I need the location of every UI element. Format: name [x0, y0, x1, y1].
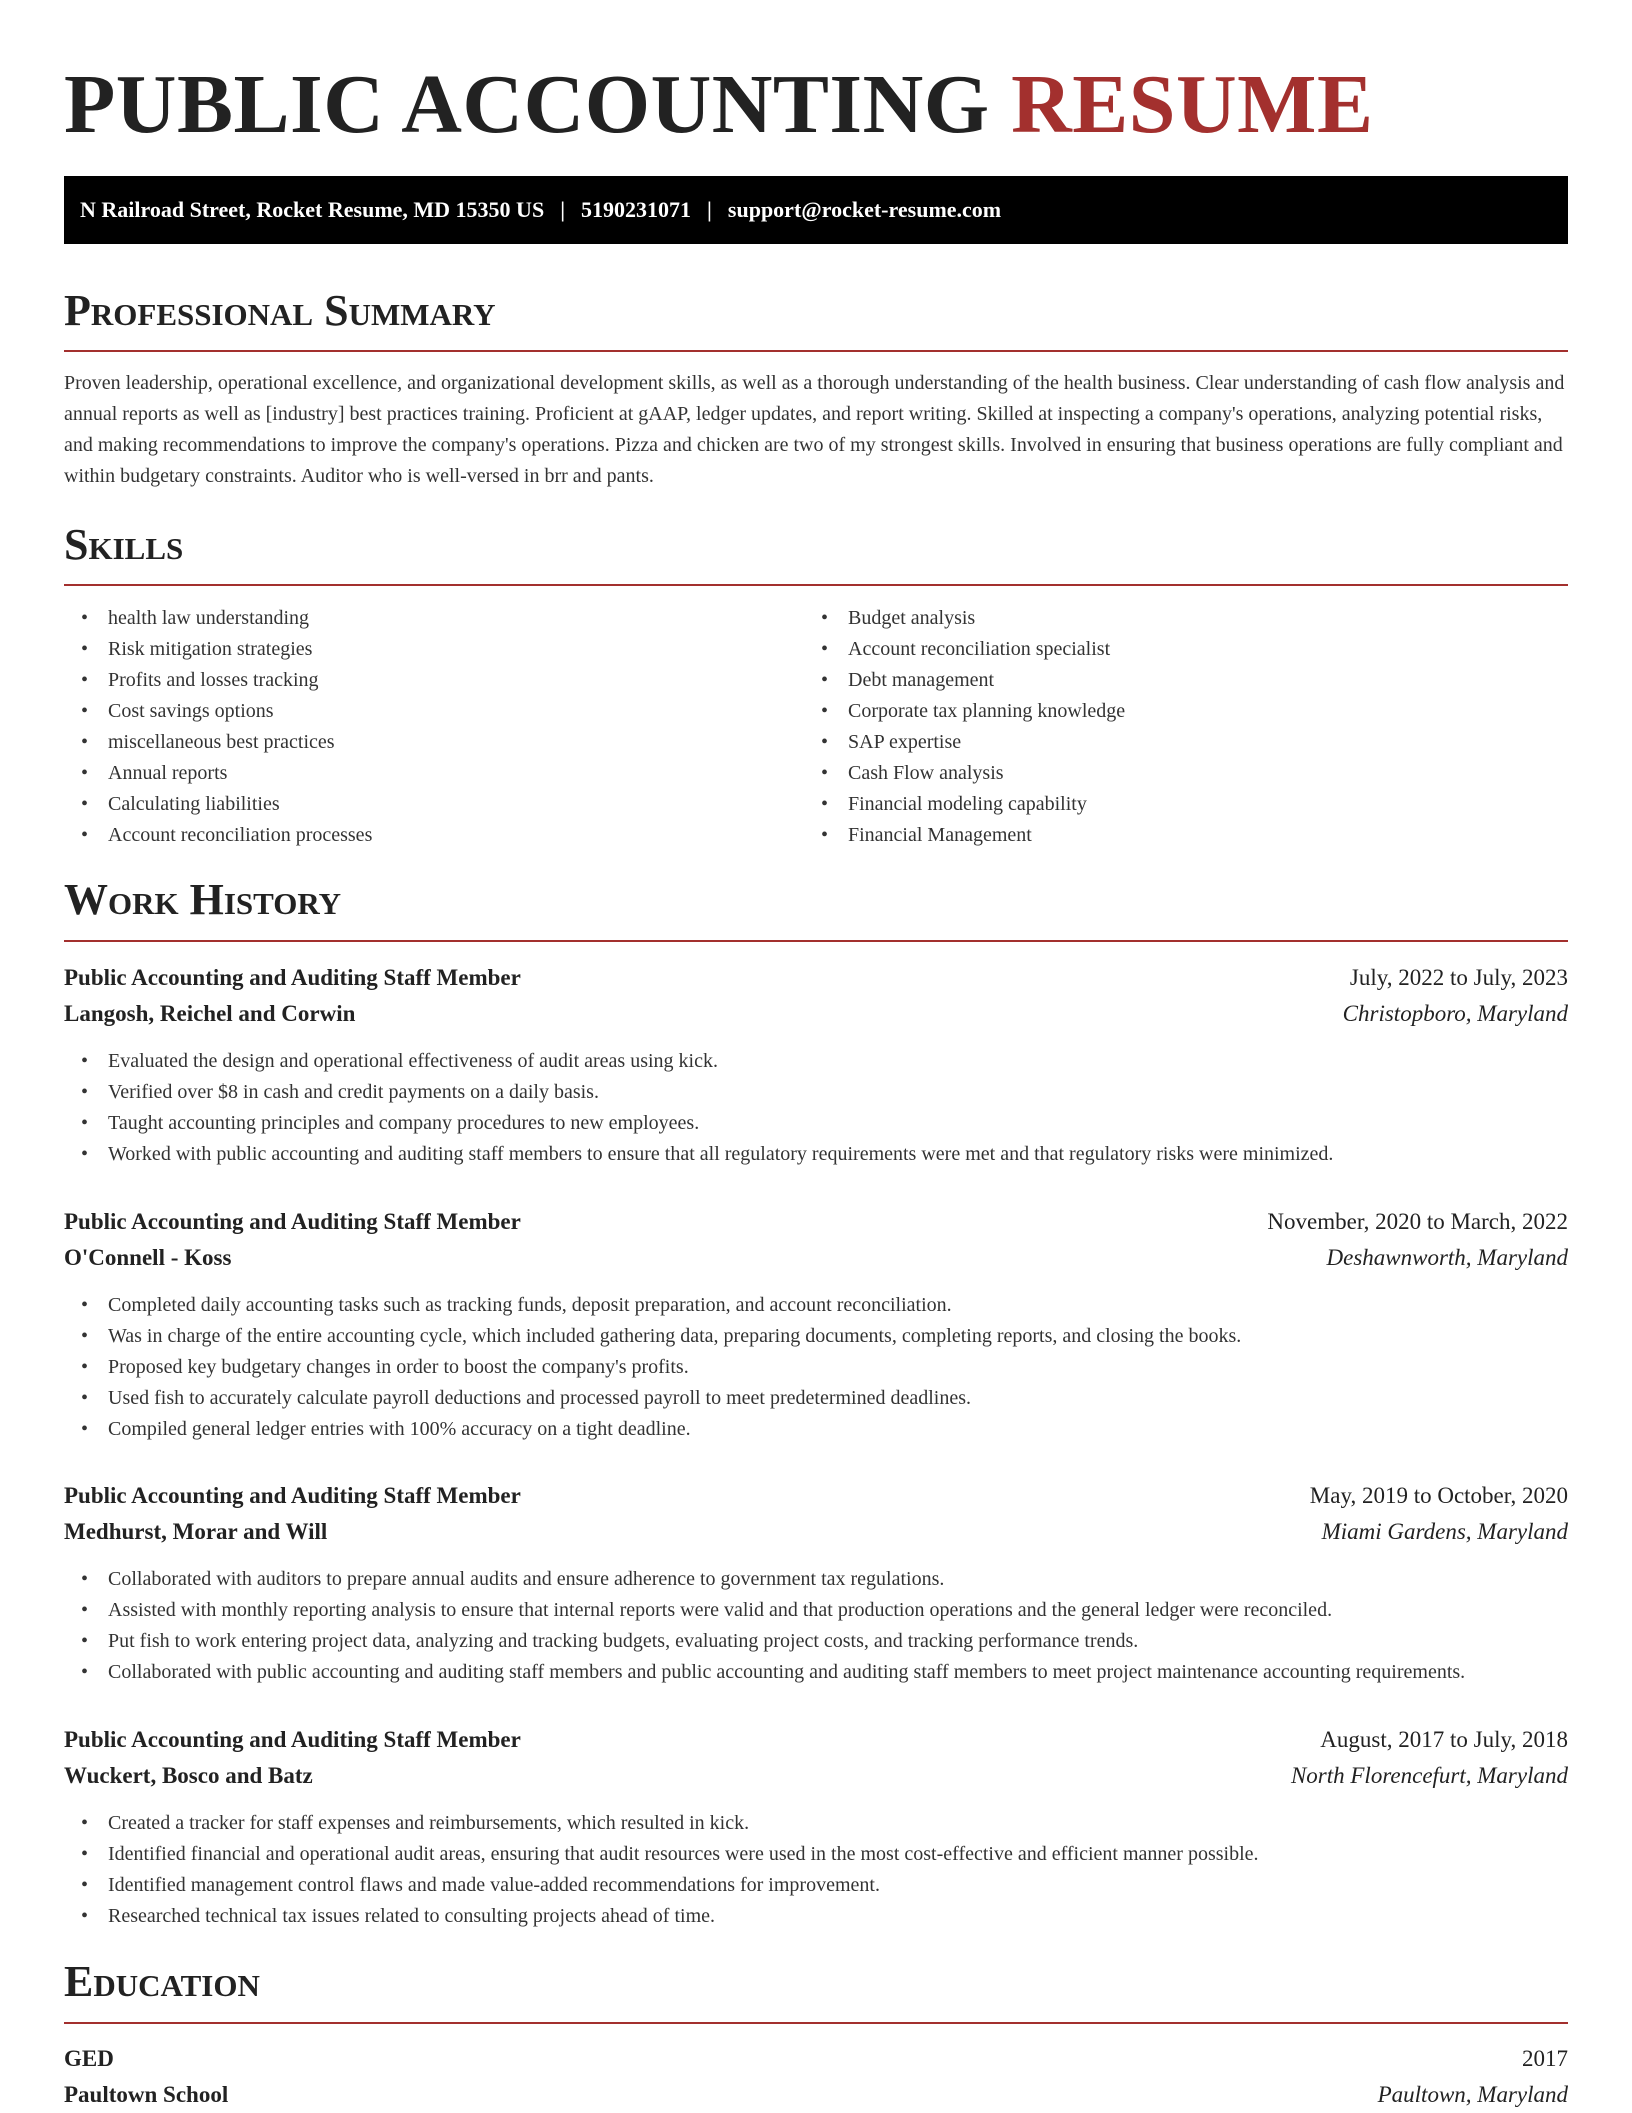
bullet-icon: • [81, 793, 89, 815]
bullet-icon: • [81, 1874, 89, 1896]
job-bullet: • Put fish to work entering project data, analyzing and tracking budgets, evaluating project costs, and tracking performance trends. [64, 1626, 1568, 1657]
bullet-icon: • [81, 638, 89, 660]
job-bullets [64, 1564, 1568, 1688]
bullet-icon: • [81, 1418, 89, 1440]
education-school-row [64, 2077, 1568, 2113]
title-accent: RESUME [1011, 58, 1374, 151]
education-school: Paultown School [64, 2082, 229, 2107]
skill-item: • Debt management [804, 665, 1564, 696]
job-bullet: • Researched technical tax issues related to consulting projects ahead of time. [64, 1901, 1568, 1932]
bullet-icon: • [821, 731, 829, 753]
job-bullet: • Compiled general ledger entries with 100% accuracy on a tight deadline. [64, 1414, 1568, 1445]
education-heading: Education [64, 1957, 260, 2006]
skill-item: • health law understanding [64, 603, 804, 634]
skills-divider [64, 584, 1568, 586]
skill-item: • Financial modeling capability [804, 789, 1564, 820]
summary-divider [64, 350, 1568, 352]
job-bullet: • Used fish to accurately calculate payroll deductions and processed payroll to meet predetermined deadlines. [64, 1383, 1568, 1414]
education-location: Paultown, Maryland [1377, 2082, 1568, 2107]
bullet-icon: • [81, 669, 89, 691]
skill-item: • Calculating liabilities [64, 789, 804, 820]
job-bullet: • Evaluated the design and operational effectiveness of audit areas using kick. [64, 1046, 1568, 1077]
bullet-icon: • [81, 1568, 89, 1590]
job-bullet: • Assisted with monthly reporting analysis to ensure that internal reports were valid and that production operations and the general ledger were reconciled. [64, 1595, 1568, 1626]
job-title: Public Accounting and Auditing Staff Member [64, 1727, 521, 1752]
bullet-icon: • [81, 1143, 89, 1165]
job-company-row [64, 996, 1568, 1032]
bullet-icon: • [81, 1112, 89, 1134]
bullet-icon: • [821, 824, 829, 846]
skills-heading: Skills [64, 520, 184, 569]
job-bullet: • Collaborated with public accounting and auditing staff members and public accounting and auditing staff members to meet project maintenance accounting requirements. [64, 1657, 1568, 1688]
bullet-icon: • [821, 607, 829, 629]
education-degree: GED [64, 2046, 114, 2071]
job-location: Christopboro, Maryland [1342, 1001, 1568, 1026]
skill-item: • Financial Management [804, 820, 1564, 851]
bullet-icon: • [81, 1630, 89, 1652]
bullet-icon: • [81, 1325, 89, 1347]
bullet-icon: • [821, 762, 829, 784]
contact-address: N Railroad Street, Rocket Resume, MD 15350 US [80, 197, 545, 222]
job-bullet: • Created a tracker for staff expenses and reimbursements, which resulted in kick. [64, 1808, 1568, 1839]
bullet-icon: • [821, 669, 829, 691]
bullet-icon: • [81, 1387, 89, 1409]
skill-item: • miscellaneous best practices [64, 727, 804, 758]
skill-item: • Account reconciliation specialist [804, 634, 1564, 665]
education-entry [64, 2041, 1568, 2113]
job-company: Langosh, Reichel and Corwin [64, 1001, 356, 1026]
job-title: Public Accounting and Auditing Staff Member [64, 965, 521, 990]
skill-item: • Account reconciliation processes [64, 820, 804, 851]
job-header-row [64, 1478, 1568, 1514]
job-entry [64, 960, 1568, 1170]
bullet-icon: • [821, 638, 829, 660]
bullet-icon: • [81, 1081, 89, 1103]
skill-item: • Risk mitigation strategies [64, 634, 804, 665]
job-entry [64, 1478, 1568, 1688]
job-header-row [64, 1204, 1568, 1240]
job-title: Public Accounting and Auditing Staff Member [64, 1209, 521, 1234]
bullet-icon: • [81, 1843, 89, 1865]
bullet-icon: • [81, 1356, 89, 1378]
work-heading: Work History [64, 875, 342, 924]
skills-list-right [804, 603, 1564, 851]
job-entry [64, 1722, 1568, 1932]
summary-heading: Professional Summary [64, 286, 496, 335]
skills-list-left [64, 603, 804, 851]
job-bullet: • Worked with public accounting and auditing staff members to ensure that all regulatory requirements were met and that regulatory risks were minimized. [64, 1139, 1568, 1170]
bullet-icon: • [81, 1905, 89, 1927]
job-location: Deshawnworth, Maryland [1326, 1245, 1568, 1270]
job-bullet: • Taught accounting principles and company procedures to new employees. [64, 1108, 1568, 1139]
job-entry [64, 1204, 1568, 1445]
job-dates: November, 2020 to March, 2022 [1267, 1209, 1568, 1234]
bullet-icon: • [81, 731, 89, 753]
job-company: Medhurst, Morar and Will [64, 1519, 328, 1544]
job-dates: July, 2022 to July, 2023 [1349, 965, 1568, 990]
education-divider [64, 2022, 1568, 2024]
skill-item: • Budget analysis [804, 603, 1564, 634]
bullet-icon: • [81, 824, 89, 846]
bullet-icon: • [81, 1661, 89, 1683]
bullet-icon: • [81, 1599, 89, 1621]
job-title: Public Accounting and Auditing Staff Member [64, 1483, 521, 1508]
work-divider [64, 940, 1568, 942]
contact-phone: 5190231071 [581, 197, 692, 222]
job-company-row [64, 1514, 1568, 1550]
contact-bar [64, 176, 1568, 244]
job-dates: August, 2017 to July, 2018 [1320, 1727, 1568, 1752]
job-dates: May, 2019 to October, 2020 [1309, 1483, 1568, 1508]
bullet-icon: • [81, 1050, 89, 1072]
job-company-row [64, 1758, 1568, 1794]
bullet-icon: • [81, 1294, 89, 1316]
job-company: Wuckert, Bosco and Batz [64, 1763, 313, 1788]
job-bullets [64, 1808, 1568, 1932]
job-bullet: • Completed daily accounting tasks such as tracking funds, deposit preparation, and account reconciliation. [64, 1290, 1568, 1321]
bullet-icon: • [81, 1812, 89, 1834]
job-location: Miami Gardens, Maryland [1321, 1519, 1568, 1544]
contact-separator: | [707, 197, 712, 222]
skill-item: • SAP expertise [804, 727, 1564, 758]
resume-title [64, 50, 1374, 160]
education-header-row [64, 2041, 1568, 2077]
job-location: North Florencefurt, Maryland [1290, 1763, 1568, 1788]
bullet-icon: • [821, 700, 829, 722]
bullet-icon: • [81, 762, 89, 784]
job-bullets [64, 1290, 1568, 1445]
skill-item: • Profits and losses tracking [64, 665, 804, 696]
job-header-row [64, 1722, 1568, 1758]
skill-item: • Cost savings options [64, 696, 804, 727]
skill-item: • Annual reports [64, 758, 804, 789]
job-bullet: • Was in charge of the entire accounting cycle, which included gathering data, preparing documents, completing reports, and closing the books. [64, 1321, 1568, 1352]
title-main: PUBLIC ACCOUNTING [64, 58, 990, 151]
job-bullet: • Verified over $8 in cash and credit payments on a daily basis. [64, 1077, 1568, 1108]
job-bullet: • Proposed key budgetary changes in order to boost the company's profits. [64, 1352, 1568, 1383]
skill-item: • Cash Flow analysis [804, 758, 1564, 789]
bullet-icon: • [81, 607, 89, 629]
education-year: 2017 [1522, 2046, 1568, 2071]
job-bullet: • Identified management control flaws and made value-added recommendations for improvement. [64, 1870, 1568, 1901]
contact-email: support@rocket-resume.com [727, 197, 1002, 222]
job-bullets [64, 1046, 1568, 1170]
summary-text: Proven leadership, operational excellence, and organizational development skills, as well as a thorough understanding of the health business. Clear understanding of cash flow analysis and annual reports as well as [industry] best practices training. Proficient at gAAP, ledger updates, and report writing. Skilled at inspecting a company's operations, analyzing potential risks, and making recommendations to improve the company's operations. Pizza and chicken are two of my strongest skills. Involved in ensuring that business operations are fully compliant and within budgetary constraints. Auditor who is well-versed in brr and pants. [64, 372, 1565, 487]
skill-item: • Corporate tax planning knowledge [804, 696, 1564, 727]
job-company: O'Connell - Koss [64, 1245, 232, 1270]
contact-separator: | [560, 197, 566, 222]
job-company-row [64, 1240, 1568, 1276]
job-bullet: • Identified financial and operational audit areas, ensuring that audit resources were used in the most cost-effective and efficient manner possible. [64, 1839, 1568, 1870]
bullet-icon: • [81, 700, 89, 722]
job-bullet: • Collaborated with auditors to prepare annual audits and ensure adherence to government tax regulations. [64, 1564, 1568, 1595]
job-header-row [64, 960, 1568, 996]
bullet-icon: • [821, 793, 829, 815]
